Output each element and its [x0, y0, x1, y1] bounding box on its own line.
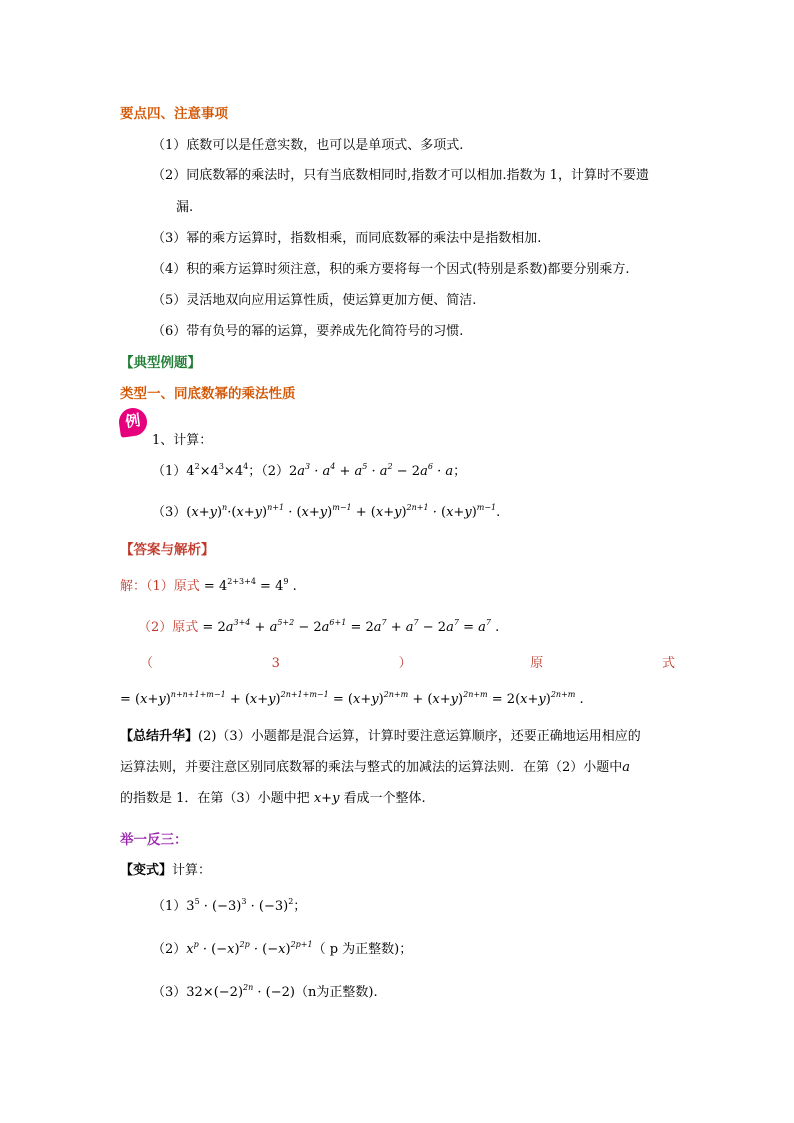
variant-line — [120, 861, 211, 881]
solution-3-part: 3 — [271, 656, 280, 671]
solution-3-expr: = $(x+y)^{n+n+1+m-1} + (x+y)^{2n+1+m-1} = (x+y)^{2n+m} + (x+y)^{2n+m} = 2(x+y)^{2n+m}$ . — [120, 690, 584, 707]
problem-1-expr: $4^2\times 4^3\times 4^4$ — [186, 462, 249, 479]
summary-var-a: a — [622, 760, 631, 775]
summary-text-3b: 看成一个整体. — [343, 791, 426, 806]
note-item-2: （2）同底数幂的乘法时，只有当底数相同时,指数才可以相加.指数为 1，计算时不要遗 — [152, 168, 649, 183]
note-item-1: （1）底数可以是任意实数，也可以是单项式、多项式. — [152, 138, 464, 153]
answer-heading: 【答案与解析】 — [120, 542, 215, 558]
practice-title: 举一反三： — [120, 832, 188, 848]
problem-2-expr: $2a^3 \cdot a^4 + a^5 \cdot a^2 - 2a^6 \cdot a$ — [288, 462, 454, 479]
note-item-2-cont: 漏. — [176, 200, 194, 215]
summary-text-3a: 的指数是 1．在第（3）小题中把 — [120, 791, 310, 806]
summary-line-1 — [120, 727, 641, 747]
solution-line-2 — [138, 618, 499, 638]
summary-line-3 — [120, 789, 426, 809]
variant-label: 【变式】 — [120, 863, 173, 878]
variant-1-label: （1） — [152, 899, 187, 914]
solution-2-yuanshi: 原式 — [172, 620, 199, 635]
solution-line-3-label — [140, 654, 675, 674]
problem-line-3 — [152, 503, 500, 523]
type1-title: 类型一、同底数幂的乘法性质 — [120, 386, 296, 402]
variant-3-label: （3） — [152, 985, 187, 1000]
solution-line-1 — [120, 577, 297, 597]
variant-3-expr: $32\times(-2)^{2n} \cdot (-2)$ — [186, 983, 295, 1000]
variant-text: 计算： — [172, 863, 212, 878]
solution-line-3-expr — [120, 690, 584, 710]
variant-2-note: （ p 为正整数)； — [312, 942, 413, 957]
summary-line-2 — [120, 758, 630, 778]
summary-label: 【总结升华】 — [120, 729, 199, 744]
problem-3-end: . — [496, 505, 501, 520]
variant-2 — [152, 940, 412, 960]
problem-1-label: （1） — [152, 464, 187, 479]
summary-text-2: 运算法则，并要注意区别同底数幂的乘法与整式的加减法的运算法则．在第（2）小题中 — [120, 760, 623, 775]
solution-2-expr: = $2a^{3+4} + a^{5+2} - 2a^{6+1} = 2a^7 + a^7 - 2a^7 = a^7$ . — [198, 618, 500, 635]
variant-1-end: ； — [293, 899, 307, 914]
solution-1-expr: = $4^{2+3+4} = 4^9$ . — [199, 577, 297, 594]
solution-3-part: 式 — [661, 656, 675, 671]
variant-3 — [152, 983, 378, 1003]
solution-3-part: （ — [140, 656, 154, 671]
note-item-3: （3）幂的乘方运算时，指数相乘，而同底数幂的乘法中是指数相加. — [152, 231, 542, 246]
solution-3-part: ） — [398, 656, 412, 671]
note-item-5: （5）灵活地双向应用运算性质，使运算更加方便、简洁. — [152, 293, 477, 308]
summary-var-xy: x+y — [309, 791, 344, 806]
problem-2-label: ；（2） — [248, 464, 289, 479]
variant-3-note: （n为正整数). — [295, 985, 378, 1000]
problem-2-end: ； — [453, 464, 467, 479]
solution-label: 解：（1） — [120, 579, 174, 594]
note-item-4: （4）积的乘方运算时须注意，积的乘方要将每一个因式(特别是系数)都要分别乘方. — [152, 262, 630, 277]
problem-line-1 — [152, 462, 466, 482]
example-badge: 例 — [117, 406, 149, 438]
problem-3-expr: $(x+y)^n\cdot(x+y)^{n+1} \cdot (x+y)^{m-1} + (x+y)^{2n+1} \cdot (x+y)^{m-1}$ — [186, 503, 497, 520]
note-item-6: （6）带有负号的幂的运算，要养成先化简符号的习惯. — [152, 324, 464, 339]
variant-1 — [152, 897, 306, 917]
section-title: 要点四、注意事项 — [120, 106, 228, 122]
solution-1-yuanshi: 原式 — [173, 579, 200, 594]
solution-2-label: （2） — [138, 620, 173, 635]
solution-3-part: 原 — [530, 656, 544, 671]
examples-heading: 【典型例题】 — [120, 355, 201, 371]
variant-2-label: （2） — [152, 942, 187, 957]
problem-intro: 1、计算： — [152, 433, 213, 448]
variant-1-expr: $3^5 \cdot (-3)^3 \cdot (-3)^2$ — [186, 897, 294, 914]
variant-2-expr: $x^p \cdot (-x)^{2p} \cdot (-x)^{2p+1}$ — [186, 940, 313, 957]
problem-3-label: （3） — [152, 505, 187, 520]
summary-text-1: (2)（3）小题都是混合运算，计算时要注意运算顺序，还要正确地运用相应的 — [198, 729, 641, 744]
